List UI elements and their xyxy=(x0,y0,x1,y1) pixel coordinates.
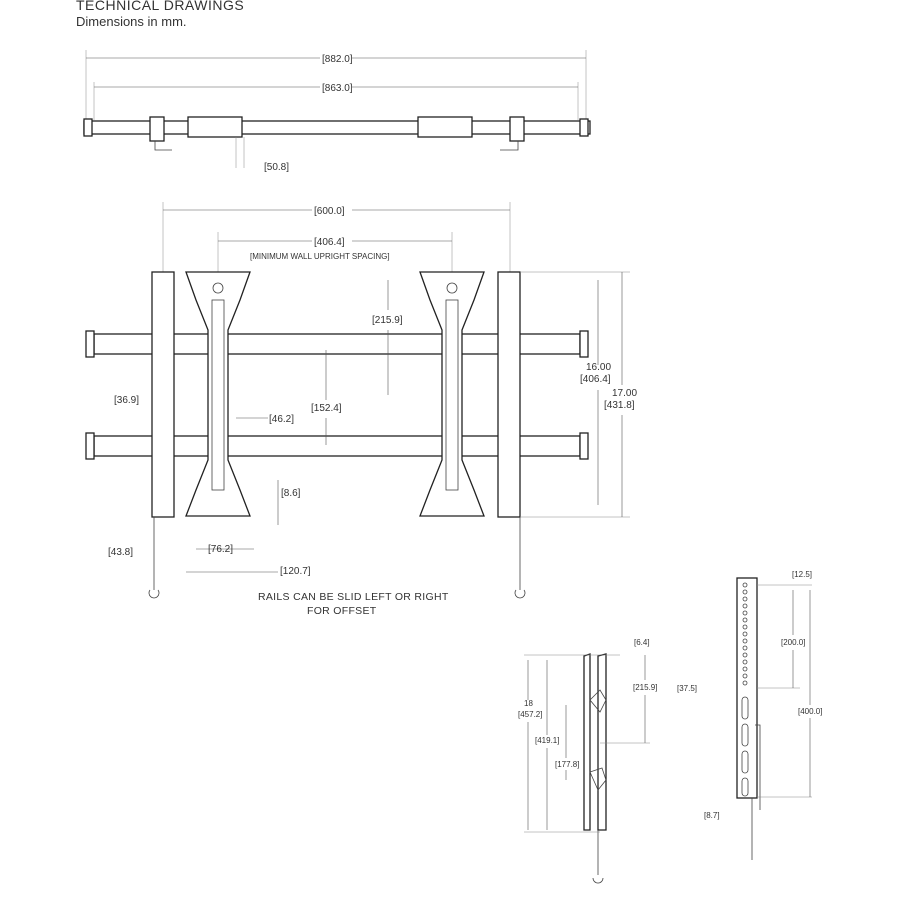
dim-43-8: [43.8] xyxy=(108,547,134,558)
side-dim-18-in: 18 xyxy=(524,699,533,708)
upright-view xyxy=(677,570,822,860)
upright-dim-8-7: [8.7] xyxy=(704,811,720,820)
side-view xyxy=(518,638,657,883)
side-dim-177-8: [177.8] xyxy=(555,760,580,769)
top-view xyxy=(84,50,590,173)
upright-dim-200: [200.0] xyxy=(781,638,806,647)
side-dim-215-9: [215.9] xyxy=(633,683,658,692)
dim-16-in: 16.00 xyxy=(586,362,612,373)
side-dim-6-4: [6.4] xyxy=(634,638,650,647)
dim-406-4-mm: [406.4] xyxy=(580,374,611,385)
dim-36-9: [36.9] xyxy=(114,395,140,406)
upright-dim-12-5: [12.5] xyxy=(792,570,813,579)
side-dim-457-2: [457.2] xyxy=(518,710,543,719)
offset-note-line1: RAILS CAN BE SLID LEFT OR RIGHT xyxy=(258,591,449,603)
dim-46-2: [46.2] xyxy=(269,414,295,425)
drawings-title: TECHNICAL DRAWINGS xyxy=(76,0,245,13)
dim-600: [600.0] xyxy=(314,206,345,217)
dim-76-2: [76.2] xyxy=(208,544,234,555)
front-view xyxy=(86,202,637,617)
upright-dim-37-5: [37.5] xyxy=(677,684,698,693)
dim-863: [863.0] xyxy=(322,83,353,94)
units-note: Dimensions in mm. xyxy=(76,14,187,29)
dim-431-8-mm: [431.8] xyxy=(604,400,635,411)
dim-120-7: [120.7] xyxy=(280,566,311,577)
dim-406-4: [406.4] xyxy=(314,237,345,248)
offset-note-line2: FOR OFFSET xyxy=(307,605,377,617)
dim-882: [882.0] xyxy=(322,54,353,65)
min-spacing-label: [MINIMUM WALL UPRIGHT SPACING] xyxy=(250,252,390,261)
dim-50-8: [50.8] xyxy=(264,162,290,173)
dim-152-4: [152.4] xyxy=(311,403,342,414)
upright-dim-400: [400.0] xyxy=(798,707,823,716)
dim-17-in: 17.00 xyxy=(612,388,638,399)
dim-8-6: [8.6] xyxy=(281,488,301,499)
side-dim-419-1: [419.1] xyxy=(535,736,560,745)
dim-215-9: [215.9] xyxy=(372,315,403,326)
